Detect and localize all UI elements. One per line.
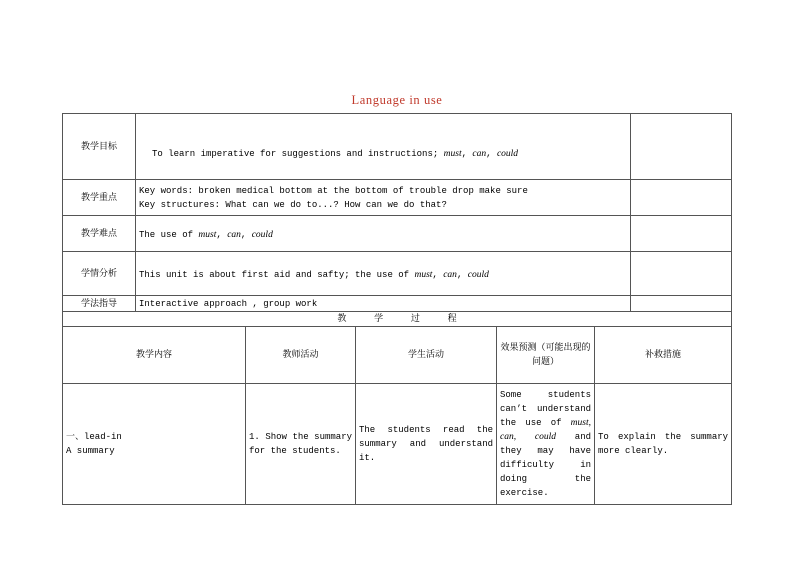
difficulties-row [63,216,732,252]
lesson-row [63,384,732,505]
effect-text-pre: Some students can’t understand the use of [500,390,591,428]
student-activity: The students read the summary and understand it. [356,384,497,505]
difficulties-text: The use of [139,230,194,240]
page-title: Language in use [351,93,443,107]
analysis-cell: This unit is about first aid and safty; the use of must, can, could [136,252,631,296]
modal-must: must [198,230,217,240]
col-header-effect: 效果预测（可能出现的问题） [497,327,595,384]
analysis-text: This unit is about first aid and safty; the use of [139,270,410,280]
process-header-row [63,312,732,327]
difficulties-cell: The use of must, can, could [136,216,631,252]
modal-must: must [443,148,462,159]
difficulties-label: 教学难点 [63,216,136,252]
col-header-students: 学生活动 [356,327,497,384]
modal-can: can [227,230,241,240]
goal-label: 教学目标 [63,114,136,180]
content-line-1: 一、lead-in [66,432,122,442]
process-char: 教 [337,314,347,324]
method-empty-cell [631,296,732,312]
difficulties-empty-cell [631,216,732,252]
analysis-row [63,252,732,296]
key-points-label: 教学重点 [63,180,136,216]
remedy-cell: To explain the summary more clearly. [595,384,732,505]
goal-empty-cell [631,114,732,180]
method-row [63,296,732,312]
process-char: 学 [374,314,384,324]
analysis-empty-cell [631,252,732,296]
method-text: Interactive approach , group work [136,296,631,312]
lesson-plan-table [62,113,732,505]
modal-must: must [414,270,433,280]
key-points-row [63,180,732,216]
modal-could: could [496,148,519,159]
key-points-cell [136,180,631,216]
modal-must: must, [570,418,591,428]
key-structures: Key structures: What can we do to...? How can we do that? [139,199,447,210]
modal-could: could [467,270,489,280]
column-header-row [63,327,732,384]
process-char: 程 [447,314,457,324]
effect-prediction [497,384,595,505]
modal-can: can, [500,432,517,442]
process-header [63,312,732,327]
method-label: 学法指导 [63,296,136,312]
content-cell [63,384,246,505]
key-words: Key words: broken medical bottom at the bottom of trouble drop make sure [139,185,528,196]
modal-can: can [472,148,487,159]
goal-row [63,114,732,180]
key-points-empty-cell [631,180,732,216]
modal-can: can [443,270,457,280]
teacher-activity: 1. Show the summary for the students. [246,384,356,505]
modal-could: could [534,432,556,442]
goal-cell: To learn imperative for suggestions and instructions; must, can, could [136,114,631,180]
col-header-remedy: 补救措施 [595,327,732,384]
col-header-content: 教学内容 [63,327,246,384]
col-header-teacher: 教师活动 [246,327,356,384]
process-char: 过 [410,314,420,324]
content-line-2: A summary [66,446,115,456]
effect-text-post: and they may have difficulty in doing the exercise. [500,432,591,498]
analysis-label: 学情分析 [63,252,136,296]
goal-text: To learn imperative for suggestions and instructions; [152,148,439,159]
modal-could: could [251,230,273,240]
